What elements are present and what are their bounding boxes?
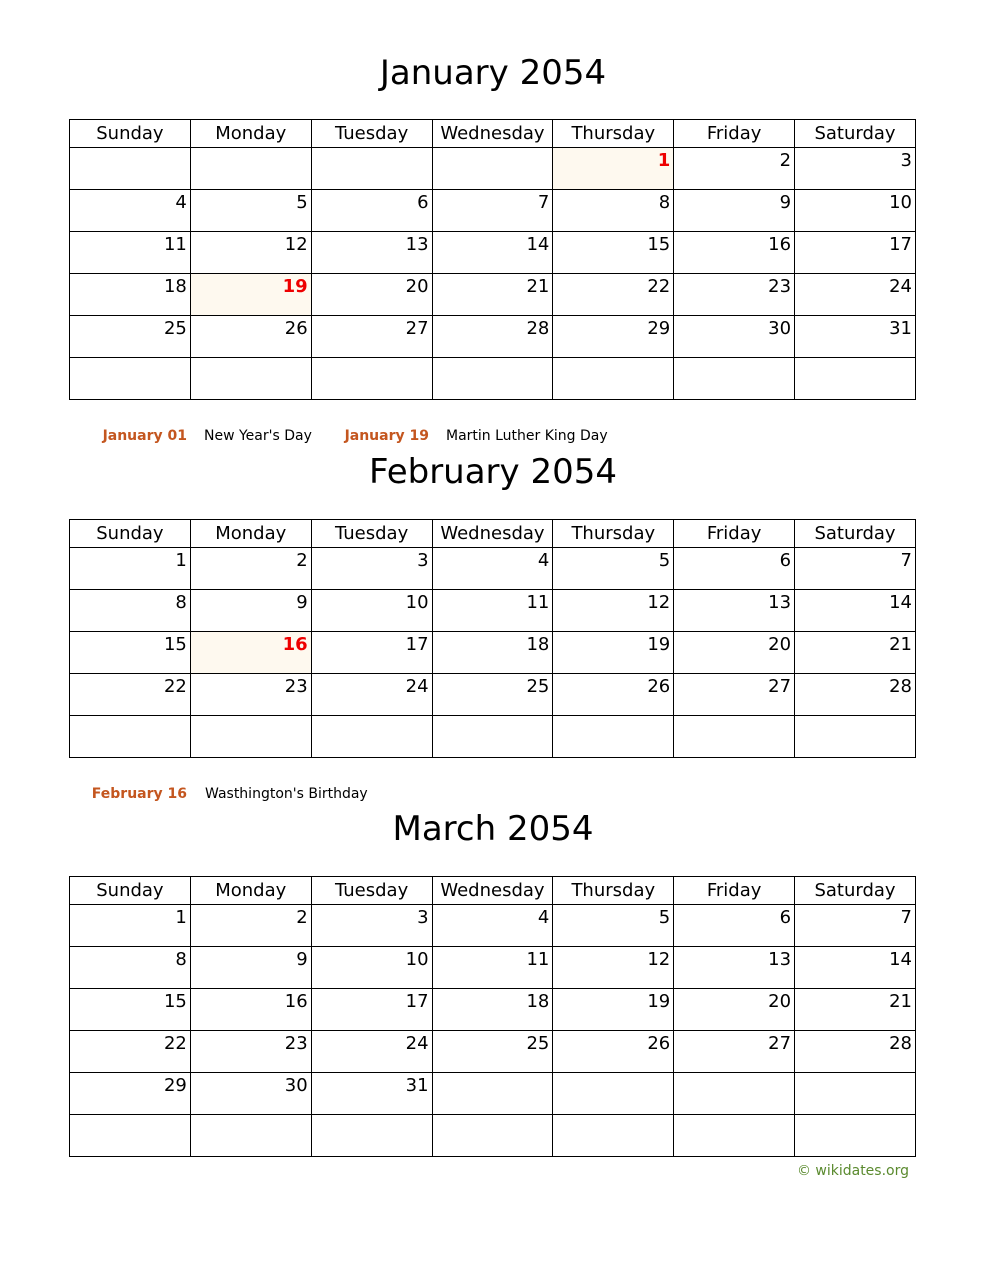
day-cell <box>70 232 191 274</box>
day-cell <box>190 989 311 1031</box>
day-cell <box>795 674 916 716</box>
day-cell <box>311 905 432 947</box>
day-number: 20 <box>768 991 792 1012</box>
day-cell <box>674 190 795 232</box>
day-number: 16 <box>282 634 308 655</box>
empty-day-cell <box>311 358 432 400</box>
day-number: 29 <box>163 1075 187 1096</box>
day-number: 5 <box>296 192 308 213</box>
day-cell <box>553 148 674 190</box>
day-number: 3 <box>417 550 429 571</box>
day-number <box>312 358 432 359</box>
day-cell <box>311 232 432 274</box>
weekday-header-row <box>70 877 916 905</box>
empty-day-cell <box>795 1073 916 1115</box>
week-row <box>70 1031 916 1073</box>
holiday-list-february <box>0 785 989 803</box>
day-number: 22 <box>647 276 671 297</box>
day-number: 4 <box>175 192 187 213</box>
day-cell <box>674 548 795 590</box>
day-number: 8 <box>175 949 187 970</box>
day-cell <box>70 674 191 716</box>
day-number <box>191 1115 311 1116</box>
day-cell <box>674 989 795 1031</box>
day-number: 18 <box>526 634 550 655</box>
day-number <box>433 1115 553 1116</box>
day-number: 17 <box>889 234 912 255</box>
day-number <box>191 148 311 149</box>
weekday-header: Saturday <box>795 520 916 548</box>
week-row <box>70 632 916 674</box>
day-cell <box>311 632 432 674</box>
weekday-header: Monday <box>190 877 311 905</box>
day-number <box>795 1073 915 1074</box>
day-number: 13 <box>768 592 792 613</box>
holiday-date: January 19 <box>344 428 429 444</box>
day-cell <box>553 232 674 274</box>
day-cell <box>674 232 795 274</box>
holiday-date: February 16 <box>91 786 187 802</box>
day-number: 25 <box>526 1033 550 1054</box>
empty-day-cell <box>553 716 674 758</box>
day-number: 11 <box>526 949 550 970</box>
day-number: 20 <box>768 634 792 655</box>
day-cell <box>553 674 674 716</box>
day-cell <box>70 548 191 590</box>
day-cell <box>432 232 553 274</box>
day-number <box>795 1115 915 1116</box>
day-number <box>433 716 553 717</box>
week-row <box>70 590 916 632</box>
day-cell <box>795 1031 916 1073</box>
day-cell <box>70 947 191 989</box>
day-cell <box>432 632 553 674</box>
day-number: 31 <box>889 318 912 339</box>
day-number: 6 <box>779 550 792 571</box>
week-row <box>70 358 916 400</box>
calendar-grid-february <box>69 519 916 758</box>
week-row <box>70 1073 916 1115</box>
week-row <box>70 190 916 232</box>
day-number <box>433 148 553 149</box>
day-number: 8 <box>658 192 671 213</box>
empty-day-cell <box>795 1115 916 1157</box>
weekday-header: Saturday <box>795 877 916 905</box>
day-number: 7 <box>537 192 550 213</box>
day-cell <box>795 632 916 674</box>
day-number: 15 <box>163 991 187 1012</box>
day-cell <box>432 1031 553 1073</box>
day-number: 24 <box>405 1033 429 1054</box>
week-row <box>70 316 916 358</box>
day-number <box>191 358 311 359</box>
day-number: 31 <box>405 1075 429 1096</box>
empty-day-cell <box>432 1115 553 1157</box>
day-number: 15 <box>647 234 671 255</box>
day-cell <box>190 316 311 358</box>
empty-day-cell <box>795 358 916 400</box>
day-number: 17 <box>405 634 429 655</box>
day-cell <box>553 989 674 1031</box>
day-number <box>70 148 190 149</box>
day-number <box>795 358 915 359</box>
holiday-list-january <box>0 427 989 445</box>
day-number: 28 <box>889 676 912 697</box>
empty-day-cell <box>70 148 191 190</box>
day-cell <box>553 316 674 358</box>
day-number: 16 <box>284 991 308 1012</box>
week-row <box>70 274 916 316</box>
day-number <box>312 148 432 149</box>
weekday-header: Sunday <box>70 120 191 148</box>
weekday-header: Monday <box>190 120 311 148</box>
empty-day-cell <box>674 1115 795 1157</box>
day-cell <box>674 632 795 674</box>
empty-day-cell <box>190 1115 311 1157</box>
empty-day-cell <box>432 716 553 758</box>
day-cell <box>674 316 795 358</box>
weekday-header: Wednesday <box>432 877 553 905</box>
empty-day-cell <box>311 716 432 758</box>
day-cell <box>795 905 916 947</box>
day-number <box>70 358 190 359</box>
weekday-header-row <box>70 520 916 548</box>
day-cell <box>190 674 311 716</box>
day-cell <box>70 590 191 632</box>
week-row <box>70 989 916 1031</box>
day-cell <box>795 947 916 989</box>
empty-day-cell <box>674 1073 795 1115</box>
week-row <box>70 674 916 716</box>
day-number: 27 <box>768 676 792 697</box>
day-number: 16 <box>768 234 792 255</box>
day-cell <box>432 947 553 989</box>
day-number: 21 <box>889 991 912 1012</box>
day-cell <box>432 316 553 358</box>
day-cell <box>70 1073 191 1115</box>
day-number <box>433 1073 553 1074</box>
day-number <box>70 716 190 717</box>
empty-day-cell <box>311 148 432 190</box>
day-cell <box>674 1031 795 1073</box>
day-number <box>674 716 794 717</box>
day-cell <box>190 590 311 632</box>
day-number: 25 <box>163 318 187 339</box>
day-cell <box>432 548 553 590</box>
day-number: 11 <box>526 592 550 613</box>
empty-day-cell <box>432 358 553 400</box>
day-cell <box>795 232 916 274</box>
day-number: 2 <box>296 550 308 571</box>
weekday-header-row <box>70 120 916 148</box>
day-cell <box>311 548 432 590</box>
day-number: 19 <box>647 991 671 1012</box>
day-number: 18 <box>526 991 550 1012</box>
day-cell <box>190 190 311 232</box>
day-number: 23 <box>284 676 308 697</box>
day-number: 5 <box>658 550 671 571</box>
empty-day-cell <box>553 358 674 400</box>
day-number <box>70 1115 190 1116</box>
holiday-date: January 01 <box>102 428 187 444</box>
empty-day-cell <box>674 358 795 400</box>
day-number: 12 <box>284 234 308 255</box>
day-number: 2 <box>779 150 792 171</box>
day-number: 4 <box>537 550 550 571</box>
weekday-header: Wednesday <box>432 120 553 148</box>
empty-day-cell <box>795 716 916 758</box>
day-number: 10 <box>889 192 912 213</box>
day-number: 3 <box>417 907 429 928</box>
day-number: 29 <box>647 318 671 339</box>
week-row <box>70 947 916 989</box>
day-number <box>553 716 673 717</box>
day-number <box>433 358 553 359</box>
weekday-header: Tuesday <box>311 120 432 148</box>
weekday-header: Thursday <box>553 120 674 148</box>
day-cell <box>553 947 674 989</box>
day-number: 30 <box>768 318 792 339</box>
month-title-january: January 2054 <box>379 53 607 93</box>
day-cell <box>190 1031 311 1073</box>
weekday-header: Friday <box>674 877 795 905</box>
day-cell <box>553 1031 674 1073</box>
day-cell <box>795 274 916 316</box>
day-cell <box>190 905 311 947</box>
day-number: 23 <box>768 276 792 297</box>
day-cell <box>190 1073 311 1115</box>
weekday-header: Sunday <box>70 877 191 905</box>
day-cell <box>311 1031 432 1073</box>
day-number: 7 <box>900 550 912 571</box>
day-number <box>312 716 432 717</box>
day-cell <box>311 1073 432 1115</box>
day-number: 28 <box>526 318 550 339</box>
day-number: 30 <box>284 1075 308 1096</box>
day-cell <box>795 190 916 232</box>
month-title-march: March 2054 <box>392 809 594 849</box>
day-number <box>674 1115 794 1116</box>
day-number: 21 <box>889 634 912 655</box>
day-cell <box>553 905 674 947</box>
day-cell <box>674 674 795 716</box>
day-number: 18 <box>163 276 187 297</box>
empty-day-cell <box>432 148 553 190</box>
week-row <box>70 232 916 274</box>
day-cell <box>190 632 311 674</box>
holiday-name: Wasthington's Birthday <box>205 786 368 802</box>
week-row <box>70 548 916 590</box>
month-title-february: February 2054 <box>369 452 617 492</box>
day-cell <box>674 947 795 989</box>
day-cell <box>70 632 191 674</box>
day-cell <box>795 548 916 590</box>
day-cell <box>190 947 311 989</box>
day-number <box>312 1115 432 1116</box>
day-number: 1 <box>657 150 671 171</box>
weekday-header: Friday <box>674 120 795 148</box>
calendar-grid-january <box>69 119 916 400</box>
week-row <box>70 716 916 758</box>
day-cell <box>674 274 795 316</box>
week-row <box>70 1115 916 1157</box>
day-cell <box>432 674 553 716</box>
day-number: 13 <box>768 949 792 970</box>
day-number: 10 <box>405 949 429 970</box>
day-cell <box>795 590 916 632</box>
day-number: 26 <box>284 318 308 339</box>
day-cell <box>432 190 553 232</box>
day-number: 9 <box>779 192 792 213</box>
day-number: 14 <box>526 234 550 255</box>
day-cell <box>432 905 553 947</box>
day-cell <box>553 548 674 590</box>
day-number <box>553 1115 673 1116</box>
holiday-name: Martin Luther King Day <box>446 428 608 444</box>
day-cell <box>70 905 191 947</box>
day-number: 12 <box>647 592 671 613</box>
day-number: 9 <box>296 949 308 970</box>
weekday-header: Thursday <box>553 877 674 905</box>
day-cell <box>311 590 432 632</box>
day-number <box>674 358 794 359</box>
day-cell <box>70 316 191 358</box>
day-cell <box>795 148 916 190</box>
day-number: 19 <box>647 634 671 655</box>
day-number: 28 <box>889 1033 912 1054</box>
day-cell <box>70 274 191 316</box>
day-cell <box>70 1031 191 1073</box>
empty-day-cell <box>190 716 311 758</box>
day-cell <box>553 274 674 316</box>
day-number: 24 <box>405 676 429 697</box>
weekday-header: Tuesday <box>311 877 432 905</box>
day-cell <box>795 989 916 1031</box>
day-number: 8 <box>175 592 187 613</box>
day-cell <box>190 274 311 316</box>
day-number: 1 <box>175 550 187 571</box>
day-cell <box>432 989 553 1031</box>
calendar-grid-march <box>69 876 916 1157</box>
day-cell <box>70 190 191 232</box>
day-number: 21 <box>526 276 550 297</box>
day-number: 12 <box>647 949 671 970</box>
empty-day-cell <box>70 358 191 400</box>
day-number: 11 <box>163 234 187 255</box>
day-cell <box>674 905 795 947</box>
day-number <box>795 716 915 717</box>
day-number: 14 <box>889 592 912 613</box>
weekday-header: Saturday <box>795 120 916 148</box>
day-number: 14 <box>889 949 912 970</box>
day-number: 27 <box>768 1033 792 1054</box>
weekday-header: Wednesday <box>432 520 553 548</box>
day-number: 25 <box>526 676 550 697</box>
day-number: 13 <box>405 234 429 255</box>
day-number: 3 <box>900 150 912 171</box>
day-number: 26 <box>647 1033 671 1054</box>
day-number: 22 <box>163 1033 187 1054</box>
day-number: 22 <box>163 676 187 697</box>
day-number: 2 <box>296 907 308 928</box>
day-number: 1 <box>175 907 187 928</box>
day-number: 5 <box>658 907 671 928</box>
day-number: 10 <box>405 592 429 613</box>
day-number: 9 <box>296 592 308 613</box>
day-number <box>674 1073 794 1074</box>
day-cell <box>432 590 553 632</box>
day-cell <box>311 947 432 989</box>
day-number: 7 <box>900 907 912 928</box>
day-number: 24 <box>889 276 912 297</box>
day-number: 15 <box>163 634 187 655</box>
empty-day-cell <box>190 148 311 190</box>
footer-credit: © wikidates.org <box>796 1163 909 1179</box>
day-cell <box>70 989 191 1031</box>
day-cell <box>190 232 311 274</box>
day-number: 26 <box>647 676 671 697</box>
weekday-header: Sunday <box>70 520 191 548</box>
day-number: 23 <box>284 1033 308 1054</box>
day-cell <box>432 274 553 316</box>
day-number <box>191 716 311 717</box>
empty-day-cell <box>190 358 311 400</box>
day-number: 20 <box>405 276 429 297</box>
empty-day-cell <box>311 1115 432 1157</box>
holiday-name: New Year's Day <box>204 428 312 444</box>
day-cell <box>190 548 311 590</box>
day-cell <box>311 190 432 232</box>
day-cell <box>311 274 432 316</box>
day-cell <box>553 590 674 632</box>
day-number: 6 <box>779 907 792 928</box>
day-number: 4 <box>537 907 550 928</box>
empty-day-cell <box>70 1115 191 1157</box>
day-number: 19 <box>282 276 308 297</box>
weekday-header: Friday <box>674 520 795 548</box>
weekday-header: Tuesday <box>311 520 432 548</box>
day-cell <box>311 674 432 716</box>
day-cell <box>311 316 432 358</box>
week-row <box>70 905 916 947</box>
day-cell <box>674 590 795 632</box>
weekday-header: Thursday <box>553 520 674 548</box>
day-cell <box>553 190 674 232</box>
day-cell <box>553 632 674 674</box>
day-number: 17 <box>405 991 429 1012</box>
day-cell <box>674 148 795 190</box>
day-number: 6 <box>417 192 429 213</box>
day-cell <box>311 989 432 1031</box>
empty-day-cell <box>674 716 795 758</box>
weekday-header: Monday <box>190 520 311 548</box>
day-cell <box>795 316 916 358</box>
day-number <box>553 1073 673 1074</box>
empty-day-cell <box>432 1073 553 1115</box>
day-number <box>553 358 673 359</box>
empty-day-cell <box>70 716 191 758</box>
empty-day-cell <box>553 1073 674 1115</box>
day-number: 27 <box>405 318 429 339</box>
week-row <box>70 148 916 190</box>
empty-day-cell <box>553 1115 674 1157</box>
